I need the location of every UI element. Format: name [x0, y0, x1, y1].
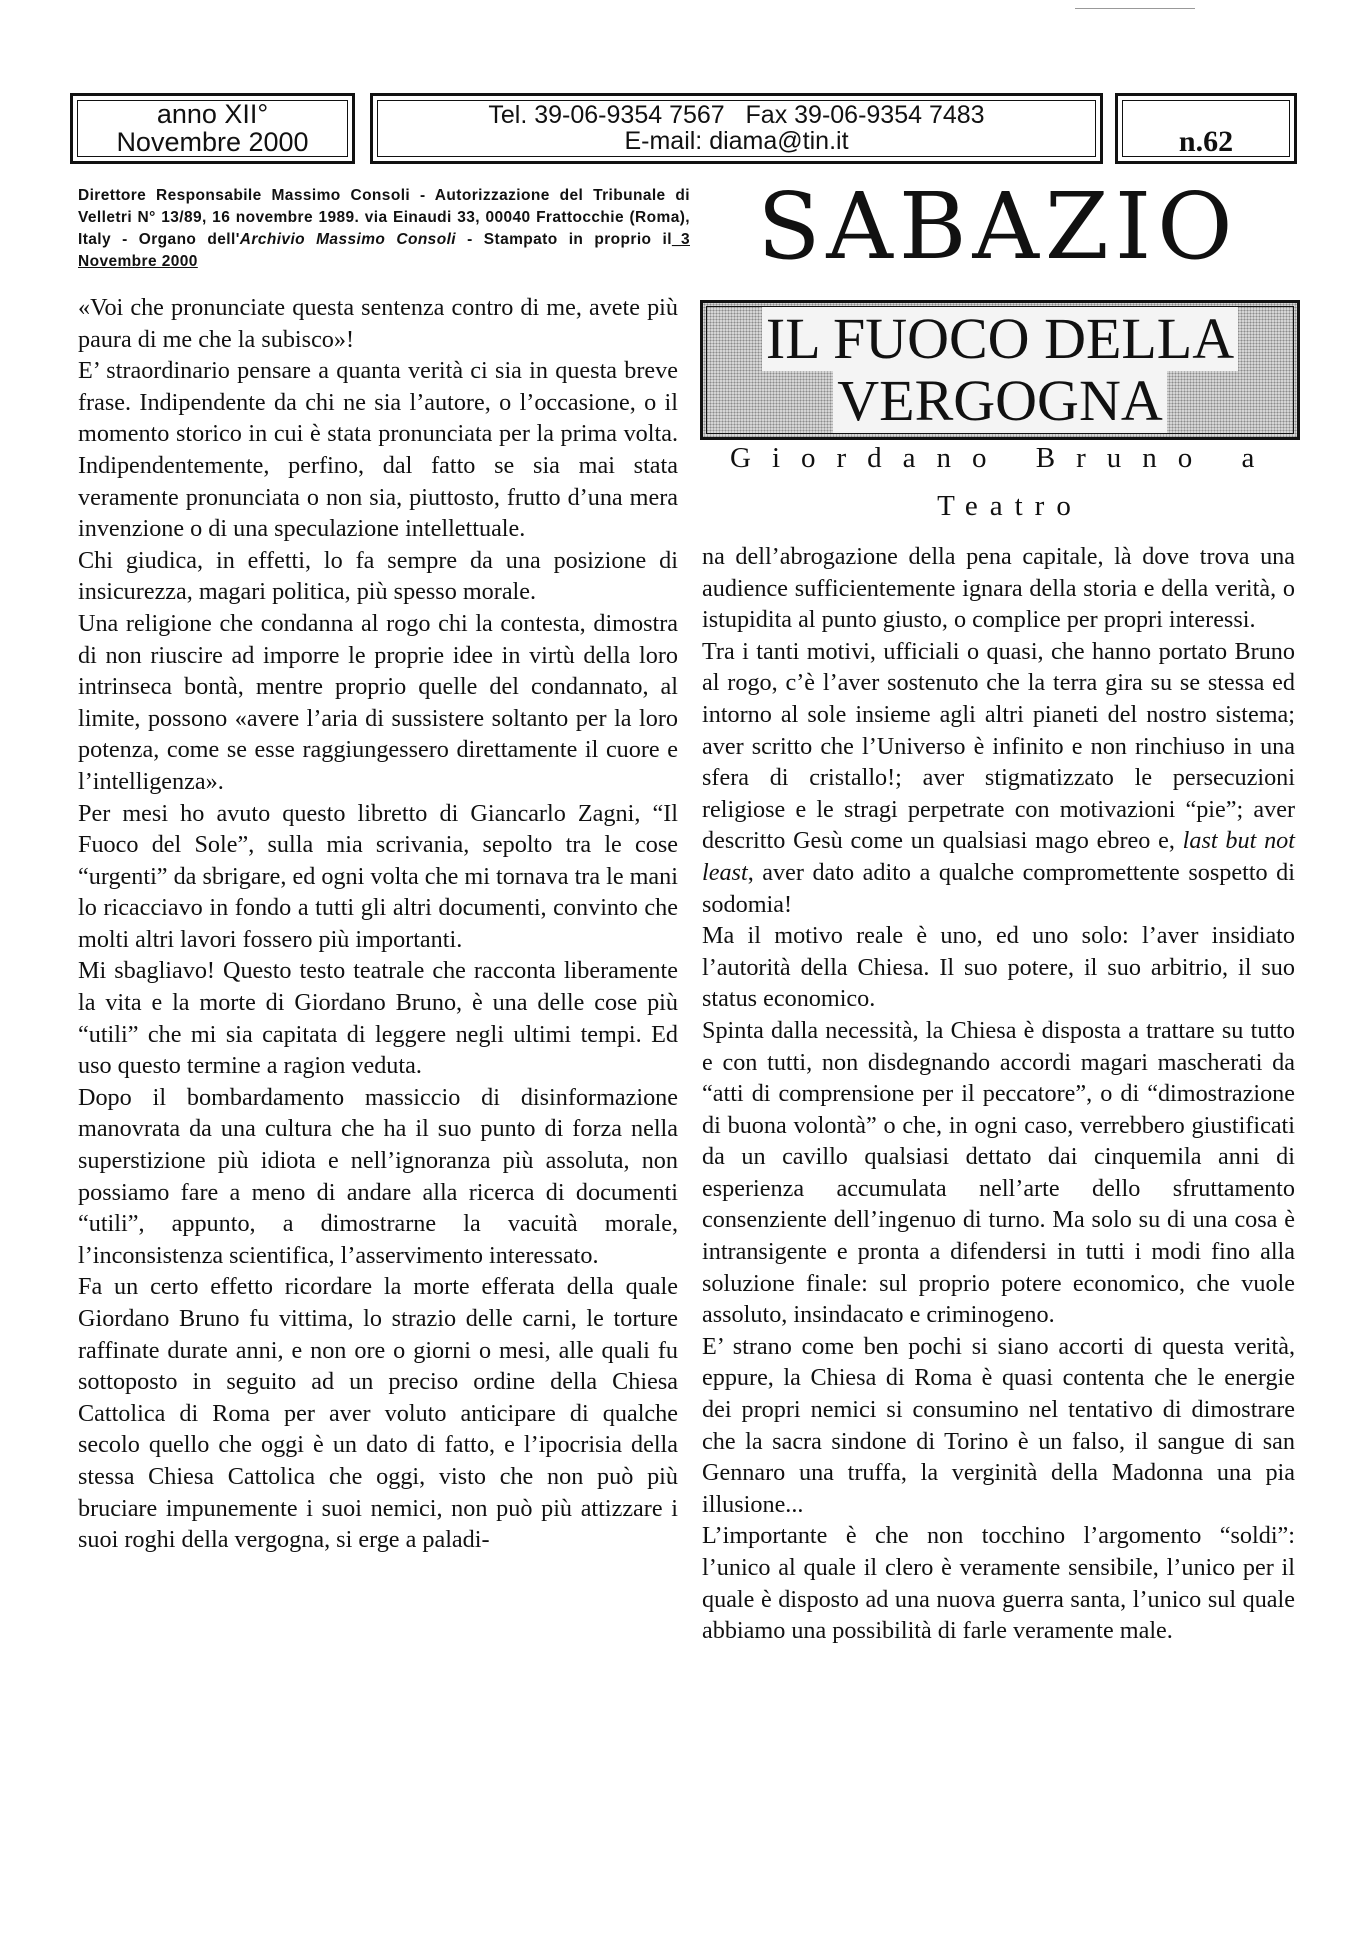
- issue-date-box: [70, 93, 355, 164]
- paragraph: E’ strano come ben pochi si siano accorti di questa verità, eppure, la Chiesa di Roma è quasi contenta che le energie dei propri nemici si consumino nel tentativo di dimostrare che la sacra sindone di Torino è un falso, il sangue di san Gennaro una truffa, la verginità della Madonna una pia illusione...: [702, 1332, 1295, 1518]
- top-rule: [1075, 8, 1195, 9]
- paragraph: «Voi che pronunciate questa sentenza contro di me, avete più paura di me che la subisco»!: [78, 294, 678, 353]
- paragraph: Tra i tanti motivi, ufficiali o quasi, che hanno portato Bruno al rogo, c’è l’aver sostenuto che la terra gira su se stessa ed intorno al sole insieme agli altri pianeti del nostro sistema; aver scritto che l’Universo è infinito e non rinchiuso in una sfera di cristallo!; aver stigmatizzato le persecuzioni religiose e le stragi perpetrate con motivazioni “pie”; aver descritto Gesù come un qualsiasi mago ebreo e, last but not least, aver dato adito a qualche compromettente sospetto di sodomia!: [702, 637, 1295, 918]
- headline-line-1: IL FUOCO DELLA: [703, 309, 1297, 369]
- paragraph: Fa un certo effetto ricordare la morte efferata della quale Giordano Bruno fu vittima, lo strazio delle carni, le torture raffinate durate anni, e non ore o giorni o mesi, alle quali fu sottoposto in seguito ad un preciso ordine della Chiesa Cattolica di Roma per aver voluto anticipare di qualche secolo quello che oggi è un dato di fatto, e l’ipocrisia della stessa Chiesa Cattolica che oggi, visto che non può più bruciare impunemente i suoi nemici, non può più attizzare i suoi roghi della vergogna, si erge a paladi-: [78, 1273, 678, 1554]
- issue-number: n.62: [1178, 125, 1234, 158]
- issue-year: anno XII°: [156, 99, 269, 129]
- paragraph: na dell’abrogazione della pena capitale, là dove trova una audience sufficientemente ignara della storia e della verità, o istupidita al punto giusto, o complice per propri interessi.: [702, 543, 1295, 634]
- email: E-mail: diama@tin.it: [624, 127, 849, 156]
- headline-line-2: VERGOGNA: [703, 371, 1297, 431]
- left-column: [78, 292, 678, 1556]
- paragraph: Spinta dalla necessità, la Chiesa è disposta a trattare su tutto e con tutti, non disdegnando accordi magari mascherati da “atti di comprensione per il peccatore”, o di “dimostrazione di buona volontà” o che, in ogni caso, verrebbero giustificati da un cavillo qualsiasi dettato dai cinquemila anni di esperienza accumulata nell’arte dello sfruttamento consenziente dell’ingenuo di turno. Ma solo su di una cosa è intransigente e pronta a difendersi in tutti i modi fino alla soluzione finale: sul proprio potere economico, che vuole assoluto, insindacato e criminogeno.: [702, 1016, 1295, 1329]
- paragraph: Dopo il bombardamento massiccio di disinformazione manovrata da una cultura che ha il suo punto di forza nella superstizione più idiota e nell’ignoranza più assoluta, non possiamo fare a meno di andare alla ricerca di documenti “utili”, appunto, a dimostrarne la vacuità morale, l’inconsistenza scientifica, l’asservimento interessato.: [78, 1083, 678, 1269]
- subtitle-line-1: Giordano Bruno a: [730, 442, 1276, 474]
- paragraph: Una religione che condanna al rogo chi la contesta, dimostra di non riuscire ad imporre le proprie idee in virtù della loro intrinseca bontà, mentre proprio quelle del condannato, al limite, possono «avere l’aria di sussistere soltanto per la loro potenza, come se esse raggiungessero direttamente il cuore e l’intelligenza».: [78, 609, 678, 795]
- masthead-print-date: _3 Novembre 2000: [78, 231, 690, 270]
- paragraph: E’ straordinario pensare a quanta verità ci sia in questa breve frase. Indipendente da chi ne sia l’autore, o l’occasione, o il momento storico in cui è stata pronunciata per la prima volta. Indipendentemente, perfino, dal fatto se sia mai stata veramente pronunciata o non sia, piuttosto, frutto d’una mera invenzione o di una speculazione intellettuale.: [78, 357, 678, 543]
- paragraph: Per mesi ho avuto questo libretto di Giancarlo Zagni, “Il Fuoco del Sole”, sulla mia scrivania, sepolto tra le cose “urgenti” da sbrigare, ed ogni volta che mi tornava tra le mani lo ricacciavo in fondo a tutti gli altri documenti, convinto che molti altri lavori fossero più importanti.: [78, 799, 678, 953]
- tel-fax: Tel. 39-06-9354 7567 Fax 39-06-9354 7483: [488, 101, 985, 129]
- issue-month: Novembre 2000: [116, 127, 309, 158]
- paragraph: Mi sbagliavo! Questo testo teatrale che racconta liberamente la vita e la morte di Giordano Bruno, è una delle cose più “utili” che mi sia capitata di leggere negli ultimi tempi. Ed uso questo termine a ragion veduta.: [78, 957, 678, 1080]
- masthead-info-text: Direttore Responsabile Massimo Consoli - Autorizzazione del Tribunale di Velletri N° 13/89, 16 novembre 1989. via Einaudi 33, 00040 Frattocchie (Roma), Italy - Organo dell': [78, 187, 690, 248]
- paragraph: Ma il motivo reale è uno, ed uno solo: l’aver insidiato l’autorità della Chiesa. Il suo potere, il suo arbitrio, il suo status economico.: [702, 922, 1295, 1013]
- masthead-info: [78, 185, 690, 273]
- paragraph: L’importante è che non tocchino l’argomento “soldi”: l’unico al quale il clero è veramente sensibile, l’unico per il quale è disposto ad una nuova guerra santa, l’unico sul quale abbiamo una possibilità di farle veramente male.: [702, 1522, 1295, 1645]
- contact-box: [370, 93, 1103, 164]
- issue-number-box: [1115, 93, 1297, 164]
- masthead-archive-name: Archivio Massimo Consoli: [239, 231, 456, 248]
- paragraph: Chi giudica, in effetti, lo fa sempre da una posizione di insicurezza, magari politica, più spesso morale.: [78, 546, 678, 606]
- headline-box: [700, 300, 1300, 440]
- masthead-print-label: - Stampato in proprio il: [456, 231, 672, 248]
- sabazio-logo: SABAZIO: [757, 173, 1239, 280]
- italic-phrase: last but not least: [702, 827, 1295, 886]
- right-column: [702, 541, 1295, 1647]
- subtitle-line-2: Teatro: [937, 490, 1083, 522]
